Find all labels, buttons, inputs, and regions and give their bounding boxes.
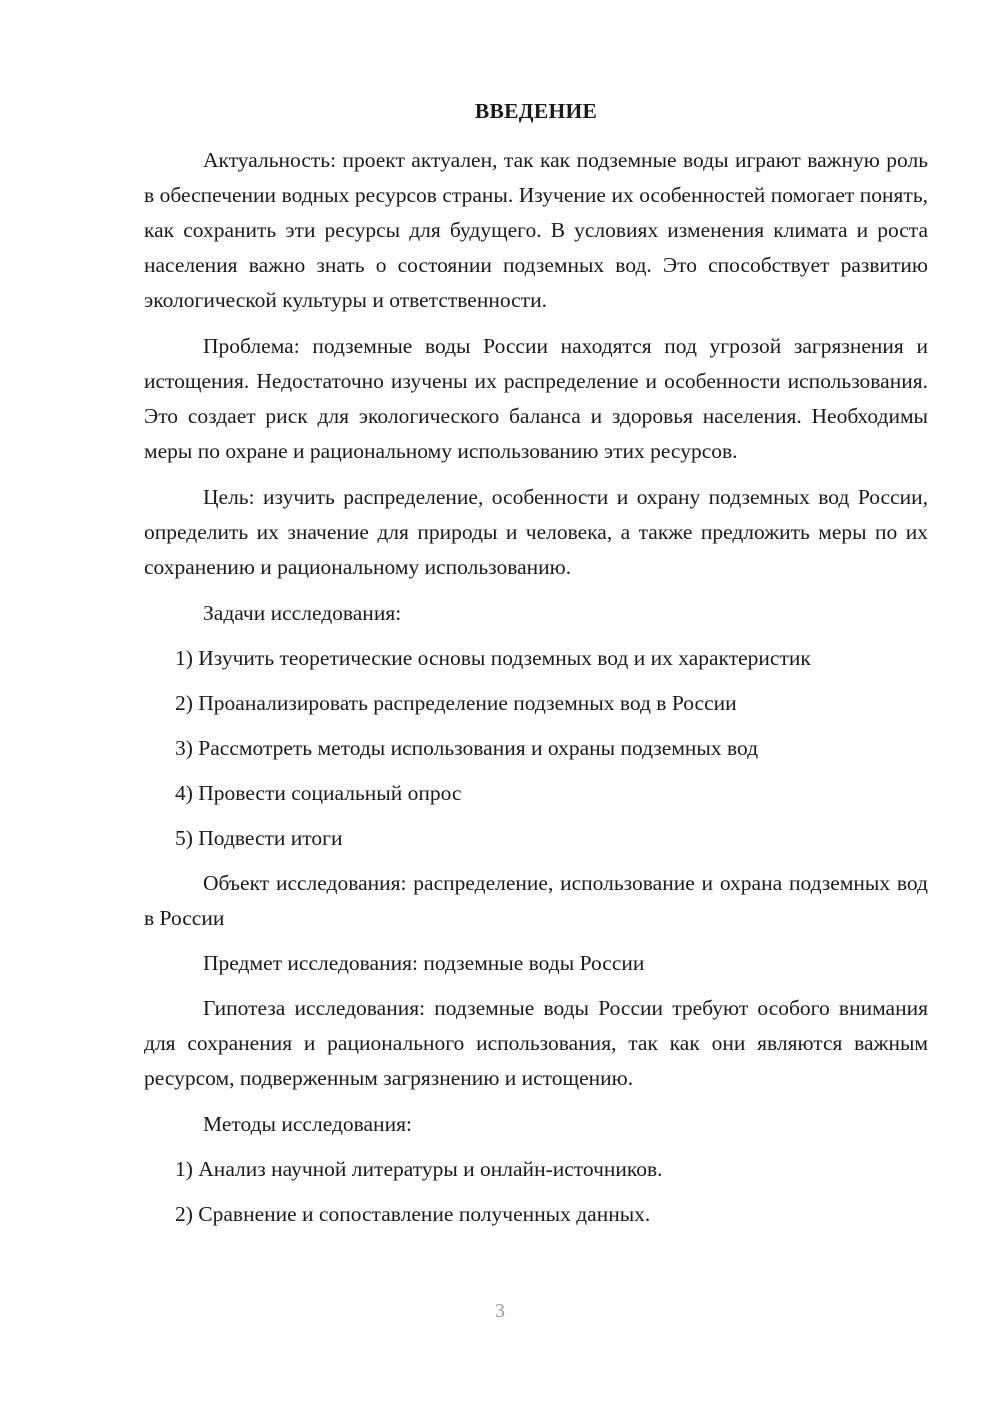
tasks-list (144, 641, 928, 856)
list-item: 5) Подвести итоги (175, 826, 343, 850)
paragraph-relevance: Актуальность: проект актуален, так как подземные воды играют важную роль в обеспечении водных ресурсов страны. Изучение их особенностей помогает понять, как сохранить эти ресурсы для будущего. В условиях изменения климата и роста населения важно знать о состоянии подземных вод. Это способствует развитию экологической культуры и ответственности. (144, 148, 928, 312)
list-item: 2) Проанализировать распределение подземных вод в России (175, 691, 737, 715)
paragraph-subject: Предмет исследования: подземные воды России (203, 951, 645, 975)
paragraph-hypothesis: Гипотеза исследования: подземные воды России требуют особого внимания для сохранения и рационального использования, так как они являются важным ресурсом, подверженным загрязнению и истощению. (144, 996, 928, 1090)
list-item: 2) Сравнение и сопоставление полученных данных. (175, 1202, 651, 1226)
paragraph-problem: Проблема: подземные воды России находятся под угрозой загрязнения и истощения. Недостаточно изучены их распределение и особенности использования. Это создает риск для экологического баланса и здоровья населения. Необходимы меры по охране и рациональному использованию этих ресурсов. (144, 334, 928, 463)
page-content (144, 96, 928, 1232)
list-item: 4) Провести социальный опрос (175, 781, 462, 805)
page-number: 3 (495, 1300, 505, 1322)
section-title: ВВЕДЕНИЕ (474, 99, 598, 123)
methods-list (144, 1152, 928, 1232)
paragraph-goal: Цель: изучить распределение, особенности и охрану подземных вод России, определить их значение для природы и человека, а также предложить меры по их сохранению и рациональному использованию. (144, 485, 928, 579)
tasks-heading: Задачи исследования: (203, 601, 402, 625)
list-item: 3) Рассмотреть методы использования и охраны подземных вод (175, 736, 759, 760)
methods-heading: Методы исследования: (203, 1112, 412, 1136)
list-item: 1) Анализ научной литературы и онлайн-источников. (175, 1157, 663, 1181)
list-item: 1) Изучить теоретические основы подземных вод и их характеристик (175, 646, 811, 670)
paragraph-object: Объект исследования: распределение, использование и охрана подземных вод в России (144, 871, 928, 930)
